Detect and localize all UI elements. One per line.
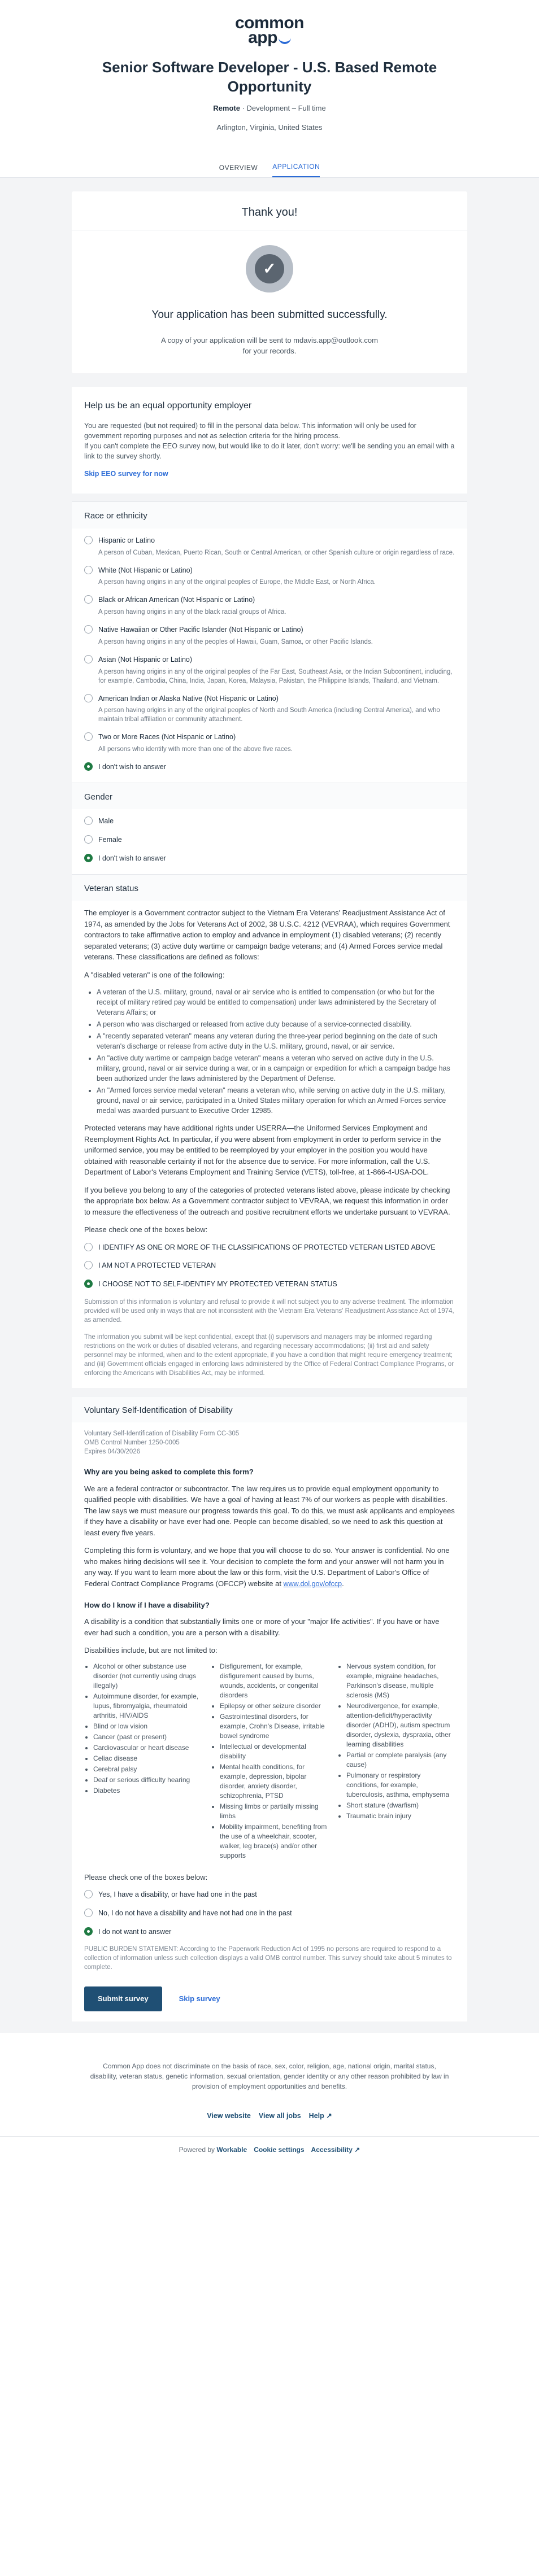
radio-button[interactable] <box>84 694 93 702</box>
radio-button[interactable] <box>84 1927 93 1936</box>
radio-button[interactable] <box>84 732 93 741</box>
veteran-option[interactable] <box>84 1279 455 1290</box>
how-title: How do I know if I have a disability? <box>84 1600 210 1609</box>
option-label: Asian (Not Hispanic or Latino) <box>98 655 193 663</box>
powered-by-label: Powered by <box>179 2145 215 2154</box>
disability-option[interactable] <box>84 1927 455 1937</box>
success-message: Your application has been submitted successfully. <box>151 309 388 321</box>
tab-bar <box>0 155 539 178</box>
option-label: I do not want to answer <box>98 1927 172 1936</box>
veteran-definition-item: • An "active duty wartime or campaign badge veteran" means a veteran who served on active duty in the U.S. military, ground, naval or air service during a war, or in a campaign or expedition for which a campaign badge has been authorized under the laws administered by the Department of Defense. <box>97 1053 455 1084</box>
eeo-later-text: If you can't complete the EEO survey now, but would like to do it later, don't worry: we'll be sending you an email with a link to the survey shortly. <box>84 442 455 460</box>
disability-column-3 <box>346 1662 455 1862</box>
option-description: A person having origins in any of the original peoples of North and South America (including Central America), and who maintain tribal affiliation or community attachment. <box>98 707 440 723</box>
job-title: Senior Software Developer - U.S. Based Remote Opportunity <box>102 59 437 95</box>
option-label: Hispanic or Latino <box>98 536 155 544</box>
disability-item: • Diabetes <box>93 1786 202 1796</box>
radio-button[interactable] <box>84 595 93 604</box>
disability-options <box>84 1889 455 1937</box>
view-website-link[interactable]: View website <box>207 2111 251 2120</box>
disability-list <box>84 1662 455 1862</box>
disability-item: • Cancer (past or present) <box>93 1732 202 1742</box>
disability-item: • Intellectual or developmental disability <box>220 1742 328 1761</box>
disability-item: • Blind or low vision <box>93 1722 202 1731</box>
option-label: No, I do not have a disability and have not had one in the past <box>98 1909 292 1917</box>
radio-button[interactable] <box>84 1909 93 1917</box>
copy-email-line1: A copy of your application will be sent to mdavis.app@outlook.com <box>161 335 378 344</box>
disability-item: • Disfigurement, for example, disfigurement caused by burns, wounds, accidents, or congenital disorders <box>220 1662 328 1700</box>
radio-button[interactable] <box>84 625 93 634</box>
content-area <box>0 178 539 2033</box>
option-label: Male <box>98 817 114 826</box>
race-option[interactable] <box>84 762 455 772</box>
eeo-title: Help us be an equal opportunity employer <box>84 400 252 411</box>
radio-button[interactable] <box>84 1261 93 1269</box>
disability-item: • Alcohol or other substance use disorder (not currently using drugs illegally) <box>93 1662 202 1691</box>
option-label: I don't wish to answer <box>98 854 166 862</box>
tab-overview[interactable]: OVERVIEW <box>219 164 258 172</box>
radio-button[interactable] <box>84 1890 93 1898</box>
radio-button[interactable] <box>84 536 93 544</box>
disability-column-2 <box>220 1662 328 1862</box>
veteran-definition-item: • A person who was discharged or released from active duty because of a service-connected disability. <box>97 1019 455 1029</box>
option-label: I AM NOT A PROTECTED VETERAN <box>98 1261 216 1270</box>
why-text-2: Completing this form is voluntary, and we hope that you will choose to do so. Your answer is confidential. No one who makes hiring decisions will see it. Your decision to complete the form and your answer will not harm you in any way. If you want to learn more about the law or this form, visit the U.S. Department of Labor's Office of Federal Contract Compliance Programs (OFCCP) website at www.dol.gov/ofccp. <box>84 1546 450 1588</box>
veteran-confidential-note: The information you submit will be kept confidential, except that (i) supervisors and managers may be informed regarding restrictions on the work or duties of disabled veterans, and regarding necessary accommodations; (ii) first aid and safety personnel may be informed, when and to the extent appropriate, if you have a condition that might require emergency treatment; and (iii) Government officials engaged in enforcing laws administered by the Office of Federal Contract Compliance Programs, or enforcing the Americans with Disabilities Act, may be informed. <box>84 1333 454 1377</box>
race-title: Race or ethnicity <box>72 501 467 529</box>
logo-swoosh-icon <box>279 36 291 44</box>
option-label: Yes, I have a disability, or have had one in the past <box>98 1890 257 1898</box>
radio-button[interactable] <box>84 566 93 574</box>
non-discrimination-text: Common App does not discriminate on the basis of race, sex, color, religion, age, national origin, marital status, disability, veteran status, genetic information, sexual orientation, gender identity or any other reason prohibited by law in provision of employment opportunities and benefits. <box>90 2062 449 2090</box>
race-options <box>72 529 467 783</box>
disability-item: • Short stature (dwarfism) <box>346 1801 455 1810</box>
race-option[interactable] <box>84 535 455 557</box>
veteran-voluntary-note: Submission of this information is voluntary and refusal to provide it will not subject you to any adverse treatment. The information provided will be used only in ways that are not inconsistent with the Vietnam Era Veterans' Readjustment Assistance Act of 1974, as amended. <box>84 1298 454 1324</box>
veteran-option[interactable] <box>84 1260 455 1271</box>
disability-item: • Mobility impairment, benefiting from the use of a wheelchair, scooter, walker, leg brace(s) and/or other supports <box>220 1822 328 1861</box>
race-option[interactable] <box>84 595 455 617</box>
accessibility-link-label: Accessibility <box>311 2145 353 2154</box>
success-check-icon: ✓ <box>246 245 293 292</box>
job-meta <box>0 103 539 114</box>
disability-item: • Partial or complete paralysis (any cause) <box>346 1750 455 1770</box>
accessibility-link[interactable] <box>311 2145 360 2155</box>
public-burden-statement: PUBLIC BURDEN STATEMENT: According to the Paperwork Reduction Act of 1995 no persons are required to respond to a collection of information unless such collection displays a valid OMB control number. This survey should take about 5 minutes to complete. <box>84 1946 452 1971</box>
eeo-intro-text: You are requested (but not required) to fill in the personal data below. This information will only be used for government reporting purposes and not as selection criteria for the hiring process. <box>84 421 416 440</box>
powered-by-bar <box>0 2136 539 2163</box>
view-all-jobs-link[interactable]: View all jobs <box>258 2111 301 2120</box>
option-description: A person having origins in any of the peoples of Hawaii, Guam, Samoa, or other Pacific Islands. <box>98 638 373 645</box>
gender-option[interactable] <box>84 835 455 845</box>
workable-link[interactable]: Workable <box>216 2145 247 2154</box>
help-link-label: Help <box>308 2111 324 2120</box>
disability-column-1 <box>93 1662 202 1862</box>
omb-control-line: OMB Control Number 1250-0005 <box>84 1439 180 1447</box>
logo-text-line2: app <box>248 28 277 47</box>
veteran-definition-item: • A veteran of the U.S. military, ground, naval or air service who is entitled to compensation (or who but for the receipt of military retired pay would be entitled to compensation) under laws administered by the Secretary of Veterans Affairs; or <box>97 987 455 1018</box>
option-description: A person having origins in any of the black racial groups of Africa. <box>98 609 286 615</box>
disability-check-intro: Please check one of the boxes below: <box>84 1872 208 1881</box>
disability-item: • Mental health conditions, for example, depression, bipolar disorder, anxiety disorder, schizophrenia, PTSD <box>220 1762 328 1801</box>
why-text: We are a federal contractor or subcontractor. The law requires us to provide equal employment opportunity to qualified people with disabilities. We have a goal of having at least 7% of our workers as people with disabilities. The law says we must measure our progress towards this goal. To do this, we must ask applicants and employees if they have a disability or have ever had one. People can become disabled, so we need to ask this question at least every five years. <box>84 1484 455 1537</box>
disability-item: • Traumatic brain injury <box>346 1811 455 1821</box>
why-text-2-body: Completing this form is voluntary, and we hope that you will choose to do so. Your answer is confidential. No one who makes hiring decisions will see it. Your decision to complete the form and your answer will not harm you in any way. If you want to learn more about the law or this form, visit the U.S. Department of Labor's Office of Federal Contract Compliance Programs (OFCCP) website at <box>84 1546 450 1588</box>
disability-item: • Cerebral palsy <box>93 1765 202 1774</box>
race-section <box>72 501 467 783</box>
veteran-options <box>84 1242 455 1290</box>
option-label: Two or More Races (Not Hispanic or Latino) <box>98 733 236 741</box>
radio-button[interactable] <box>84 1243 93 1251</box>
skip-eeo-link[interactable]: Skip EEO survey for now <box>84 469 168 478</box>
veteran-section <box>72 874 467 1388</box>
disability-option[interactable] <box>84 1889 455 1900</box>
veteran-userra-text: Protected veterans may have additional rights under USERRA—the Uniformed Services Employment and Reemployment Rights Act. In particular, if you were absent from employment in order to perform service in the uniformed service, you may be entitled to be reemployed by your employer in the position you would have obtained with reasonable certainty if not for the absence due to service. For more information, call the U.S. Department of Labor's Veterans Employment and Training Service (VETS), toll-free, at 1-866-4-USA-DOL. <box>84 1124 441 1176</box>
option-description: A person having origins in any of the original peoples of the Far East, Southeast Asia, or the Indian Subcontinent, including, for example, Cambodia, China, India, Japan, Korea, Malaysia, Pakistan, the Philippine Islands, Thailand, and Vietnam. <box>98 668 453 684</box>
disability-item: • Cardiovascular or heart disease <box>93 1743 202 1753</box>
option-description: A person of Cuban, Mexican, Puerto Rican, South or Central American, or other Spanish culture or origin regardless of race. <box>98 549 455 556</box>
job-location: Arlington, Virginia, United States <box>216 123 323 132</box>
disability-item: • Gastrointestinal disorders, for example, Crohn's Disease, irritable bowel syndrome <box>220 1712 328 1741</box>
footer-links <box>0 2111 539 2121</box>
veteran-option[interactable] <box>84 1242 455 1253</box>
gender-title: Gender <box>72 783 467 810</box>
company-logo[interactable] <box>0 0 539 52</box>
disability-item: • Nervous system condition, for example, migraine headaches, Parkinson's disease, multiple sclerosis (MS) <box>346 1662 455 1700</box>
veteran-intro: The employer is a Government contractor subject to the Vietnam Era Veterans' Readjustment Assistance Act of 1974, as amended by the Jobs for Veterans Act of 2002, 38 U.S.C. 4212 (VEVRAA), which requires Government contractors to take affirmative action to employ and advance in employment (1) disabled veterans; (2) recently separated veterans; (3) active duty wartime or campaign badge veterans; and (4) Armed Forces service medal veterans. These classifications are defined as follows: <box>84 909 450 961</box>
option-label: I CHOOSE NOT TO SELF-IDENTIFY MY PROTECTED VETERAN STATUS <box>98 1280 337 1288</box>
form-id-line: Voluntary Self-Identification of Disability Form CC-305 <box>84 1430 240 1438</box>
radio-button[interactable] <box>84 817 93 825</box>
submit-survey-button[interactable]: Submit survey <box>84 1986 162 2011</box>
powered-by <box>179 2145 247 2155</box>
eeo-intro-card <box>72 387 467 494</box>
disability-item: • Epilepsy or other seizure disorder <box>220 1701 328 1711</box>
disability-item: • Deaf or serious difficulty hearing <box>93 1775 202 1785</box>
disability-item: • Neurodivergence, for example, attention-deficit/hyperactivity disorder (ADHD), autism spectrum disorder, dyslexia, dyspraxia, other learning disabilities <box>346 1701 455 1749</box>
copy-email-note <box>83 335 456 356</box>
copy-email-line2: for your records. <box>242 346 297 355</box>
job-workplace: Remote <box>213 104 240 112</box>
veteran-title: Veteran status <box>72 874 467 901</box>
option-label: White (Not Hispanic or Latino) <box>98 566 193 574</box>
how-text: A disability is a condition that substantially limits one or more of your "major life activities". If you have or have ever had such a condition, you are a person with a disability. <box>84 1617 440 1637</box>
radio-button[interactable] <box>84 854 93 862</box>
race-option[interactable] <box>84 693 455 724</box>
race-option[interactable] <box>84 565 455 587</box>
thank-you-heading: Thank you! <box>72 191 467 230</box>
veteran-definition-item: • An "Armed forces service medal veteran" means a veteran who, while serving on active duty in the U.S. military, ground, naval or air service, participated in a United States military operation for which an Armed Forces service medal was awarded pursuant to Executive Order 12985. <box>97 1085 455 1116</box>
page-header <box>0 0 539 178</box>
disability-item: • Autoimmune disorder, for example, lupus, fibromyalgia, rheumatoid arthritis, HIV/AIDS <box>93 1692 202 1721</box>
option-description: A person having origins in any of the original peoples of Europe, the Middle East, or North Africa. <box>98 579 376 586</box>
option-label: I IDENTIFY AS ONE OR MORE OF THE CLASSIFICATIONS OF PROTECTED VETERAN LISTED ABOVE <box>98 1243 436 1251</box>
option-label: I don't wish to answer <box>98 763 166 771</box>
veteran-check-intro: Please check one of the boxes below: <box>84 1225 208 1234</box>
thank-you-card <box>72 191 467 373</box>
disability-section <box>72 1396 467 2021</box>
race-option[interactable] <box>84 625 455 647</box>
tab-application[interactable]: APPLICATION <box>272 161 320 177</box>
external-link-icon: ↗ <box>326 2111 332 2120</box>
disability-option[interactable] <box>84 1908 455 1919</box>
gender-options <box>72 809 467 874</box>
disability-item: • Missing limbs or partially missing limbs <box>220 1802 328 1821</box>
skip-survey-button[interactable]: Skip survey <box>179 1994 220 2003</box>
radio-button[interactable] <box>84 1280 93 1288</box>
radio-button[interactable] <box>84 655 93 663</box>
veteran-definition-item: • A "recently separated veteran" means any veteran during the three-year period beginning on the date of such veteran's discharge or release from active duty in the U.S. military, ground, naval, or air service. <box>97 1031 455 1051</box>
race-option[interactable] <box>84 654 455 686</box>
race-option[interactable] <box>84 732 455 754</box>
option-label: Native Hawaiian or Other Pacific Islander (Not Hispanic or Latino) <box>98 626 303 634</box>
veteran-definition-intro: A "disabled veteran" is one of the following: <box>84 970 225 979</box>
disability-item: • Celiac disease <box>93 1754 202 1763</box>
disability-title: Voluntary Self-Identification of Disability <box>72 1396 467 1423</box>
veteran-definitions <box>97 987 455 1116</box>
logo-text-line1: common <box>234 14 304 32</box>
option-label: American Indian or Alaska Native (Not Hispanic or Latino) <box>98 694 279 702</box>
gender-option[interactable] <box>84 853 455 864</box>
form-expiry-line: Expires 04/30/2026 <box>84 1448 141 1456</box>
why-title: Why are you being asked to complete this form? <box>84 1468 254 1477</box>
gender-section <box>72 783 467 874</box>
job-department-type: · Development – Full time <box>240 104 326 112</box>
disability-item: • Pulmonary or respiratory conditions, for example, tuberculosis, asthma, emphysema <box>346 1771 455 1800</box>
gender-option[interactable] <box>84 816 455 827</box>
option-label: Female <box>98 836 122 844</box>
cookie-settings-link[interactable]: Cookie settings <box>254 2145 305 2154</box>
veteran-request-text: If you believe you belong to any of the categories of protected veterans listed above, please indicate by checking the appropriate box below. As a Government contractor subject to VEVRAA, we request this information in order to measure the effectiveness of the outreach and positive recruitment efforts we undertake pursuant to VEVRAA. <box>84 1185 450 1216</box>
page-footer <box>0 2033 539 2163</box>
option-description: All persons who identify with more than one of the above five races. <box>98 746 293 753</box>
option-label: Black or African American (Not Hispanic or Latino) <box>98 596 255 604</box>
radio-button[interactable] <box>84 835 93 844</box>
list-intro: Disabilities include, but are not limited to: <box>84 1646 218 1654</box>
ofccp-link[interactable]: www.dol.gov/ofccp <box>283 1579 342 1588</box>
radio-button[interactable] <box>84 762 93 771</box>
external-link-icon: ↗ <box>354 2145 360 2154</box>
help-link[interactable] <box>309 2111 332 2121</box>
